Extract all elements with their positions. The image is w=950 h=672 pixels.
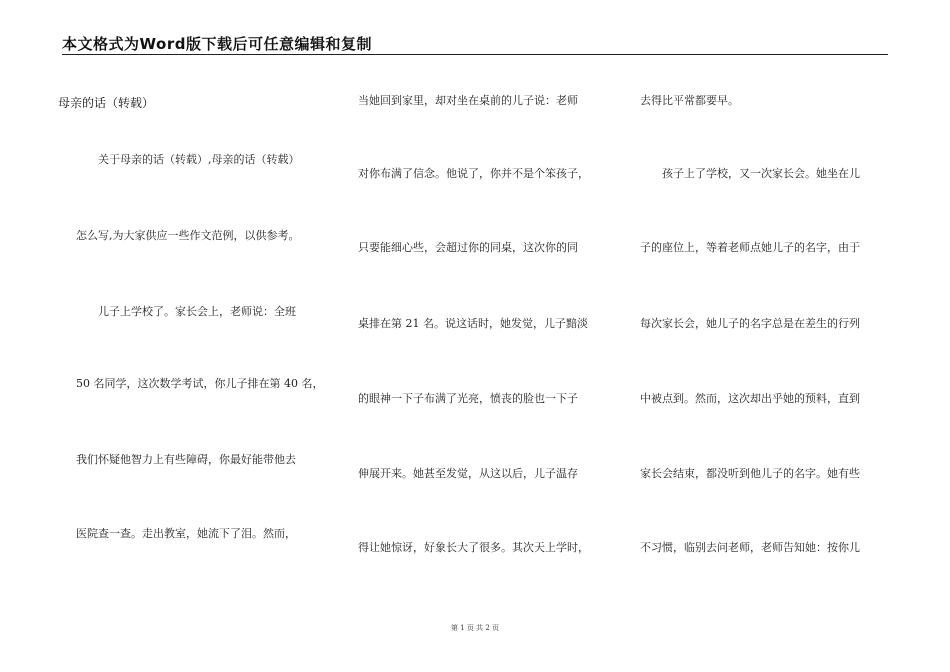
text-line: 每次家长会，她儿子的名字总是在差生的行列	[640, 317, 860, 330]
text-column-3	[640, 0, 890, 640]
text-line: 儿子上学校了。家长会上，老师说：全班	[76, 305, 296, 318]
text-line: 的眼神一下子布满了光亮，愤丧的脸也一下子	[358, 392, 578, 405]
text-line: 50 名同学，这次数学考试，你儿子排在第 40 名，	[76, 377, 324, 390]
text-line: 不习惯，临别去问老师，老师告知她：按你儿	[640, 541, 860, 554]
text-line: 中被点到。然而，这次却出乎她的预料，直到	[640, 392, 860, 405]
text-line: 桌排在第 21 名。说这话时，她发觉，儿子黯淡	[358, 317, 588, 330]
text-column-1	[76, 0, 330, 640]
text-line: 当她回到家里，却对坐在桌前的儿子说：老师	[358, 94, 578, 107]
text-column-2	[358, 0, 612, 640]
text-line: 只要能细心些，会超过你的同桌，这次你的同	[358, 241, 578, 254]
text-line: 家长会结束，都没听到他儿子的名字。她有些	[640, 467, 860, 480]
text-line: 我们怀疑他智力上有些障碍，你最好能带他去	[76, 453, 296, 466]
page-number: 第 1 页 共 2 页	[450, 624, 500, 632]
document-header-title: 本文格式为Word版下载后可任意编辑和复制	[62, 35, 372, 53]
text-line: 子的座位上，等着老师点她儿子的名字，由于	[640, 241, 860, 254]
text-line: 关于母亲的话（转载）,母亲的话（转载）	[76, 153, 300, 166]
text-line: 对你布满了信念。他说了，你并不是个笨孩子，	[358, 167, 589, 180]
text-line: 孩子上了学校，又一次家长会。她坐在儿	[640, 167, 860, 180]
text-line: 去得比平常都要早。	[640, 94, 739, 107]
text-line: 得让她惊讶，好象长大了很多。其次天上学时，	[358, 541, 589, 554]
text-line: 怎么写,为大家供应一些作文范例，以供参考。	[76, 229, 300, 242]
article-title: 母亲的话（转载）	[58, 96, 155, 110]
text-line: 伸展开来。她甚至发觉，从这以后，儿子温存	[358, 467, 578, 480]
text-line: 医院查一查。走出教室，她流下了泪。然而，	[76, 527, 296, 540]
